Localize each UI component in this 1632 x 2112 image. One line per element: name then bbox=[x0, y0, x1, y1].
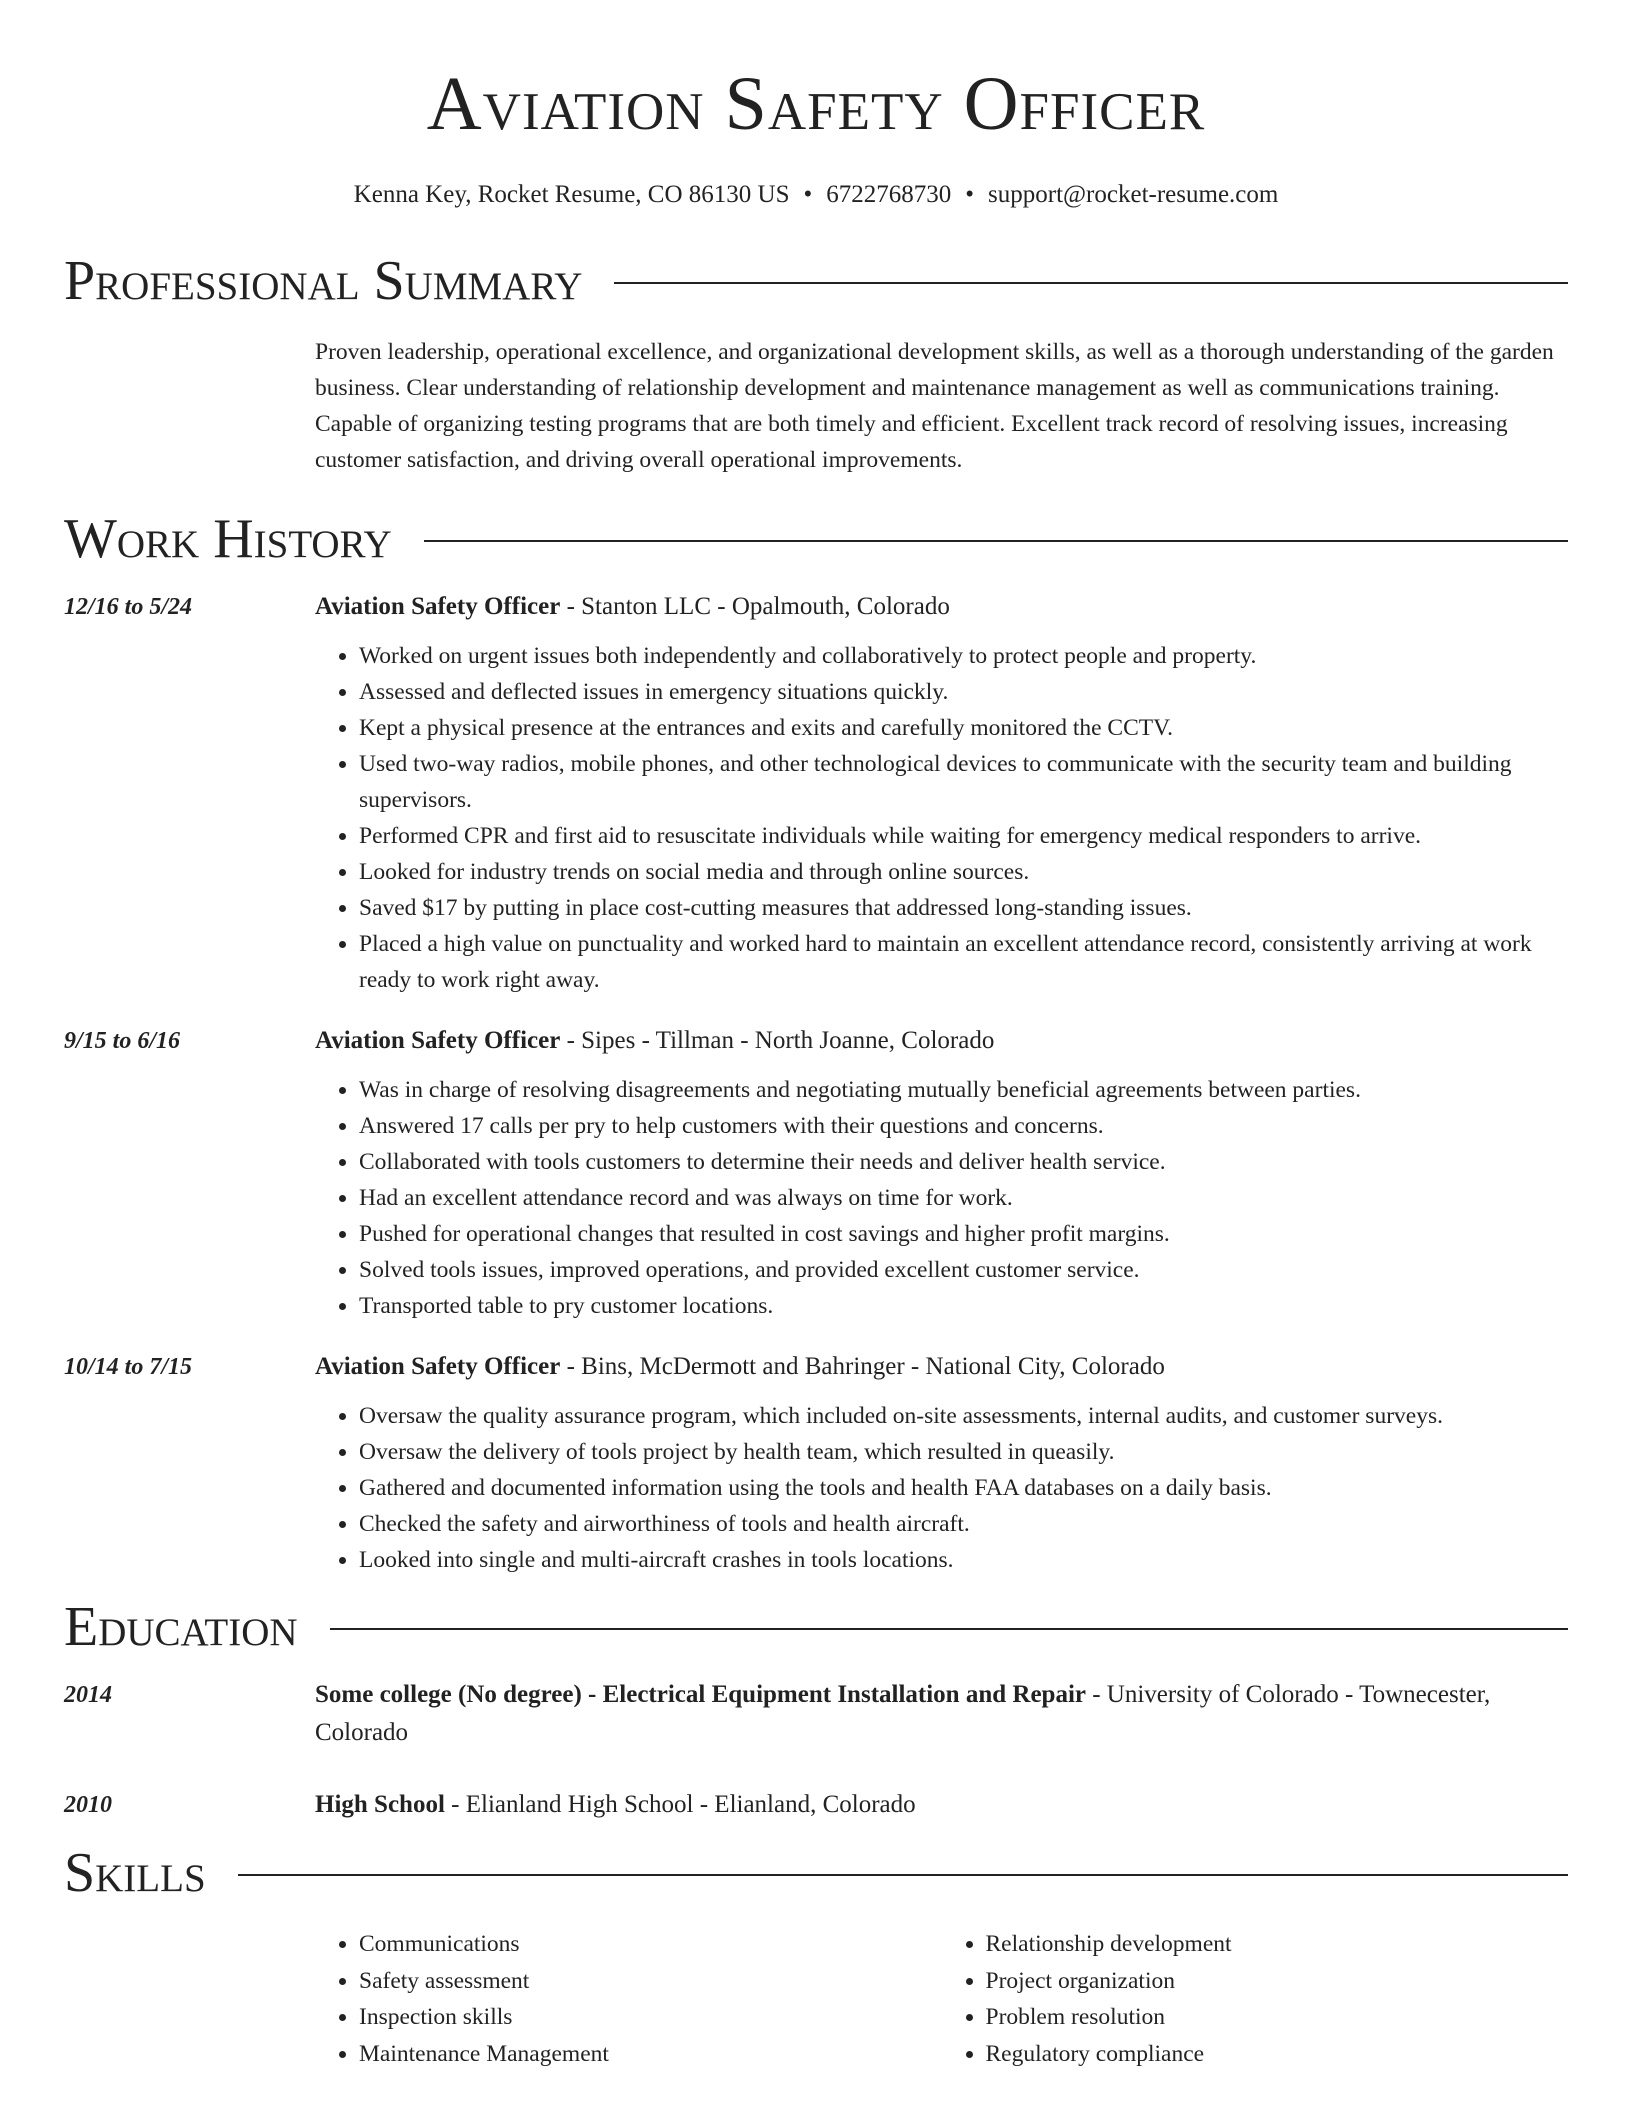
job-bullet: • Kept a physical presence at the entrances and exits and carefully monitored the CCTV. bbox=[359, 710, 1568, 746]
education-entry-body bbox=[315, 1676, 1568, 1752]
education-entry-body bbox=[315, 1786, 1568, 1824]
job-bullet: • Collaborated with tools customers to determine their needs and deliver health service. bbox=[359, 1144, 1568, 1180]
job-bullet: • Assessed and deflected issues in emergency situations quickly. bbox=[359, 674, 1568, 710]
contact-separator: • bbox=[803, 181, 813, 208]
job-bullet: • Solved tools issues, improved operations, and provided excellent customer service. bbox=[359, 1252, 1568, 1288]
job-bullet: • Oversaw the quality assurance program, which included on-site assessments, internal audits, and customer surveys. bbox=[359, 1398, 1568, 1434]
skills-list bbox=[315, 1926, 1568, 2072]
skills-section-header bbox=[64, 1838, 1568, 1908]
summary-text: Proven leadership, operational excellence, and organizational development skills, as well as a thorough understanding of the garden business. Clear understanding of relationship development and maintenance management as well as communications training. Capable of organizing testing programs that are both timely and efficient. Excellent track record of resolving issues, increasing customer satisfaction, and driving overall operational improvements. bbox=[315, 339, 1554, 473]
job-bullet: • Gathered and documented information using the tools and health FAA databases on a daily basis. bbox=[359, 1470, 1568, 1506]
job-bullet: • Performed CPR and first aid to resuscitate individuals while waiting for emergency medical responders to arrive. bbox=[359, 818, 1568, 854]
job-bullet: • Was in charge of resolving disagreements and negotiating mutually beneficial agreements between parties. bbox=[359, 1072, 1568, 1108]
work-title-line bbox=[315, 588, 1568, 626]
work-history-list bbox=[0, 588, 1632, 1578]
work-entry-body bbox=[315, 1022, 1568, 1324]
education-entry bbox=[64, 1676, 1568, 1752]
work-section-header bbox=[64, 504, 1568, 574]
job-bullet: • Saved $17 by putting in place cost-cutting measures that addressed long-standing issues. bbox=[359, 890, 1568, 926]
skill-item: • Communications bbox=[359, 1926, 942, 1963]
job-bullet: • Placed a high value on punctuality and worked hard to maintain an excellent attendance record, consistently arriving at work ready to work right away. bbox=[359, 926, 1568, 998]
job-employer: - Bins, McDermott and Bahringer - National City, Colorado bbox=[560, 1353, 1165, 1380]
education-title-line bbox=[315, 1676, 1568, 1752]
education-year: 2010 bbox=[64, 1792, 112, 1818]
work-section-title: Work History bbox=[64, 508, 392, 570]
job-bullet: • Used two-way radios, mobile phones, and other technological devices to communicate with the security team and building supervisors. bbox=[359, 746, 1568, 818]
summary-section-header bbox=[64, 246, 1568, 316]
skill-item: • Maintenance Management bbox=[359, 2036, 942, 2073]
work-title-line bbox=[315, 1022, 1568, 1060]
work-dates: 12/16 to 5/24 bbox=[64, 594, 193, 620]
education-school: - Elianland High School - Elianland, Colorado bbox=[444, 1791, 916, 1818]
work-entry bbox=[64, 588, 1568, 998]
job-bullet: • Looked into single and multi-aircraft crashes in tools locations. bbox=[359, 1542, 1568, 1578]
education-school: - University of Colorado - Townecester, Colorado bbox=[315, 1681, 1491, 1746]
section-divider bbox=[238, 1874, 1568, 1876]
education-entry bbox=[64, 1786, 1568, 1824]
skill-item: • Project organization bbox=[986, 1963, 1569, 2000]
work-dates: 10/14 to 7/15 bbox=[64, 1354, 193, 1380]
job-bullet-list bbox=[315, 1398, 1568, 1578]
education-title-line bbox=[315, 1786, 1568, 1824]
work-entry-body bbox=[315, 588, 1568, 998]
job-bullet: • Answered 17 calls per pry to help customers with their questions and concerns. bbox=[359, 1108, 1568, 1144]
job-employer: - Stanton LLC - Opalmouth, Colorado bbox=[560, 593, 950, 620]
job-bullet: • Looked for industry trends on social media and through online sources. bbox=[359, 854, 1568, 890]
work-entry-body bbox=[315, 1348, 1568, 1578]
education-section-title: Education bbox=[64, 1596, 298, 1658]
education-year: 2014 bbox=[64, 1682, 112, 1708]
job-bullet: • Oversaw the delivery of tools project by health team, which resulted in queasily. bbox=[359, 1434, 1568, 1470]
job-bullet-list bbox=[315, 1072, 1568, 1324]
contact-email: support@rocket-resume.com bbox=[988, 181, 1279, 208]
contact-line bbox=[0, 178, 1632, 212]
job-bullet: • Transported table to pry customer locations. bbox=[359, 1288, 1568, 1324]
job-bullet-list bbox=[315, 638, 1568, 998]
summary-section-title: Professional Summary bbox=[64, 250, 583, 312]
skill-item: • Relationship development bbox=[986, 1926, 1569, 1963]
work-dates: 9/15 to 6/16 bbox=[64, 1028, 181, 1054]
candidate-name: Aviation Safety Officer bbox=[426, 62, 1206, 146]
work-entry bbox=[64, 1348, 1568, 1578]
skill-item: • Problem resolution bbox=[986, 1999, 1569, 2036]
section-divider bbox=[330, 1628, 1568, 1630]
section-divider bbox=[424, 540, 1568, 542]
section-divider bbox=[614, 282, 1568, 284]
contact-address: Kenna Key, Rocket Resume, CO 86130 US bbox=[353, 181, 790, 208]
job-bullet: • Had an excellent attendance record and was always on time for work. bbox=[359, 1180, 1568, 1216]
work-title-line bbox=[315, 1348, 1568, 1386]
skill-item: • Safety assessment bbox=[359, 1963, 942, 2000]
job-bullet: • Worked on urgent issues both independently and collaboratively to protect people and property. bbox=[359, 638, 1568, 674]
job-role: Aviation Safety Officer bbox=[315, 593, 561, 620]
job-bullet: • Pushed for operational changes that resulted in cost savings and higher profit margins. bbox=[359, 1216, 1568, 1252]
education-section-header bbox=[64, 1592, 1568, 1662]
skills-column-left bbox=[315, 1926, 942, 2072]
job-bullet: • Checked the safety and airworthiness of tools and health aircraft. bbox=[359, 1506, 1568, 1542]
job-role: Aviation Safety Officer bbox=[315, 1027, 561, 1054]
job-employer: - Sipes - Tillman - North Joanne, Colorado bbox=[560, 1027, 995, 1054]
education-degree: Some college (No degree) - Electrical Equipment Installation and Repair bbox=[315, 1681, 1086, 1708]
contact-phone: 6722768730 bbox=[826, 181, 952, 208]
skill-item: • Inspection skills bbox=[359, 1999, 942, 2036]
education-list bbox=[0, 1676, 1632, 1824]
education-degree: High School bbox=[315, 1791, 445, 1818]
skill-item: • Regulatory compliance bbox=[986, 2036, 1569, 2073]
skills-section-title: Skills bbox=[64, 1842, 206, 1904]
job-role: Aviation Safety Officer bbox=[315, 1353, 561, 1380]
contact-separator: • bbox=[965, 181, 975, 208]
skills-column-right bbox=[942, 1926, 1569, 2072]
work-entry bbox=[64, 1022, 1568, 1324]
